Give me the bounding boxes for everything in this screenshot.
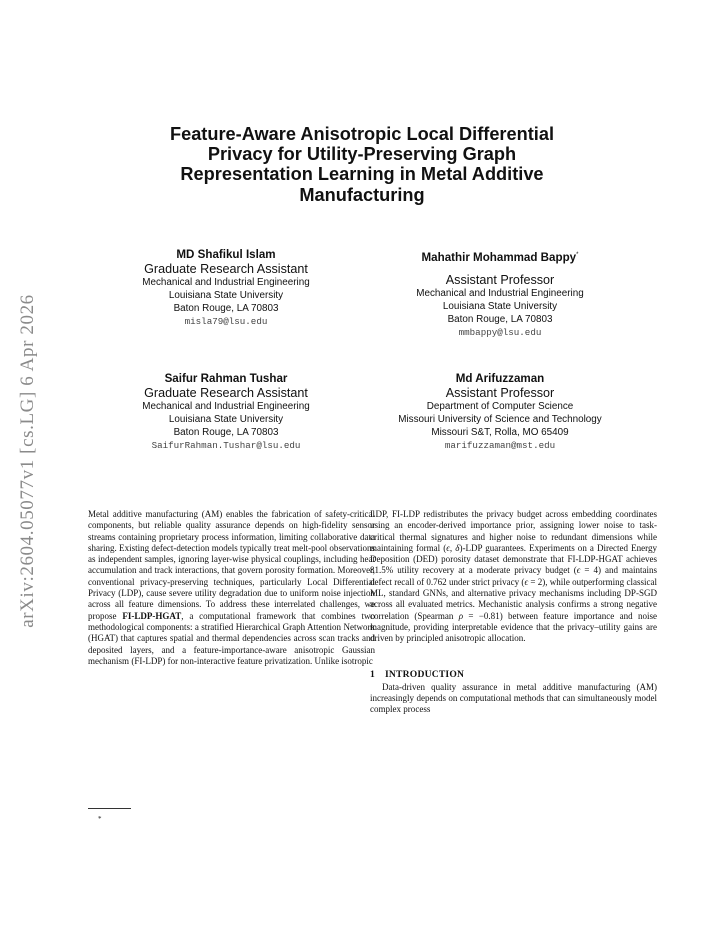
author-block [350,248,650,340]
author-block [76,248,376,329]
author-role: Assistant Professor [445,386,555,400]
author-affiliation: Department of Computer Science [426,401,574,412]
author-affiliation: Mechanical and Industrial Engineering [142,401,310,412]
author-role: Graduate Research Assistant [144,262,308,276]
title-line: Manufacturing [299,184,425,205]
author-name: MD Shafikul Islam [176,248,276,261]
corresponding-author-marker: * [576,252,579,258]
arxiv-side-stamp [11,262,45,660]
author-affiliation: Mechanical and Industrial Engineering [416,288,584,299]
author-affiliation: Louisiana State University [168,290,284,301]
author-block [76,372,376,453]
author-email: mmbappy@lsu.edu [458,327,542,338]
abstract-column-right [370,509,657,715]
author-email: misla79@lsu.edu [184,316,268,327]
author-role: Assistant Professor [445,273,555,287]
abstract-column-left [88,509,375,667]
title-line: Feature-Aware Anisotropic Local Differential [169,124,555,144]
author-affiliation: Baton Rouge, LA 70803 [173,303,279,314]
author-role: Graduate Research Assistant [144,386,308,400]
footnote-marker: * [98,815,102,823]
abstract-text-part1: Metal additive manufacturing (AM) enables the fabrication of safety-critical components, but reliable quality assurance depends on high-fidelity sensor streams containing proprietary process information, limiting collaborative data sharing. Existing defect-detection models typically treat melt-pool observations as independent samples, ignoring layer-wise physical couplings, including heat accumulation and track interactions, that govern porosity formation. Moreover, conventional privacy-preserving techniques, particularly Local Differential Privacy (LDP), cause severe utility degradation due to uniform noise injection across all feature dimensions. To address these interrelated challenges, we propose [88,509,375,621]
author-email: marifuzzaman@mst.edu [444,440,556,451]
paper-title [100,124,624,205]
section-heading [370,669,657,681]
title-line: Privacy for Utility-Preserving Graph [207,144,517,165]
author-name: Md Arifuzzaman [455,372,545,385]
title-line: Representation Learning in Metal Additive [180,164,544,185]
author-name: Saifur Rahman Tushar [164,372,288,385]
author-affiliation: Baton Rouge, LA 70803 [173,427,279,438]
arxiv-id: arXiv:2604.05077v1 [cs.LG] 6 Apr 2026 [17,294,38,628]
author-affiliation: Louisiana State University [442,301,558,312]
method-name: FI-LDP-HGAT [122,610,182,621]
author-email: SaifurRahman.Tushar@lsu.edu [151,440,301,451]
author-affiliation: Louisiana State University [168,414,284,425]
footnote-rule [88,808,131,809]
abstract-text-part2-start: , a computational framework that combines two methodological components: a stratified Hierarchical Graph Attention Network (HGAT) that captures spatial and thermal dependencies across scan tracks and deposited layers, and a feature-importance-aware anisotropic Gaussian mechanism (FI-LDP) for non-interactive feature privatization. Unlike isotropic [88,610,375,666]
author-affiliation: Missouri S&T, Rolla, MO 65409 [431,427,569,438]
author-name-text: Mahathir Mohammad Bappy [421,251,577,264]
abstract-text [88,509,375,667]
author-block [350,372,650,453]
section-title: INTRODUCTION [385,668,465,680]
section-number: 1 [370,668,375,680]
abstract-text-continued: LDP, FI-LDP redistributes the privacy budget across embedding coordinates using an encoder-derived importance prior, assigning lower noise to task-critical thermal signatures and higher noise to redundant dimensions while maintaining formal (ϵ, δ)-LDP guarantees. Experiments on a Directed Energy Deposition (DED) porosity dataset demonstrate that FI-LDP-HGAT achieves 81.5% utility recovery at a moderate privacy budget (ϵ = 4) and maintains defect recall of 0.762 under strict privacy (ϵ = 2), while outperforming classical ML, standard GNNs, and alternative privacy mechanisms including DP-SGD across all evaluated metrics. Mechanistic analysis confirms a strong negative correlation (Spearman ρ = −0.81) between feature importance and noise magnitude, providing interpretable evidence that the privacy–utility gains are driven by principled anisotropic allocation. [370,509,658,644]
intro-paragraph: Data-driven quality assurance in metal additive manufacturing (AM) increasingly depends on computational methods that can simultaneously model complex process [370,681,657,715]
author-affiliation: Mechanical and Industrial Engineering [142,277,310,288]
author-name [350,248,650,265]
author-affiliation: Baton Rouge, LA 70803 [447,314,553,325]
author-affiliation: Missouri University of Science and Technology [398,414,602,425]
